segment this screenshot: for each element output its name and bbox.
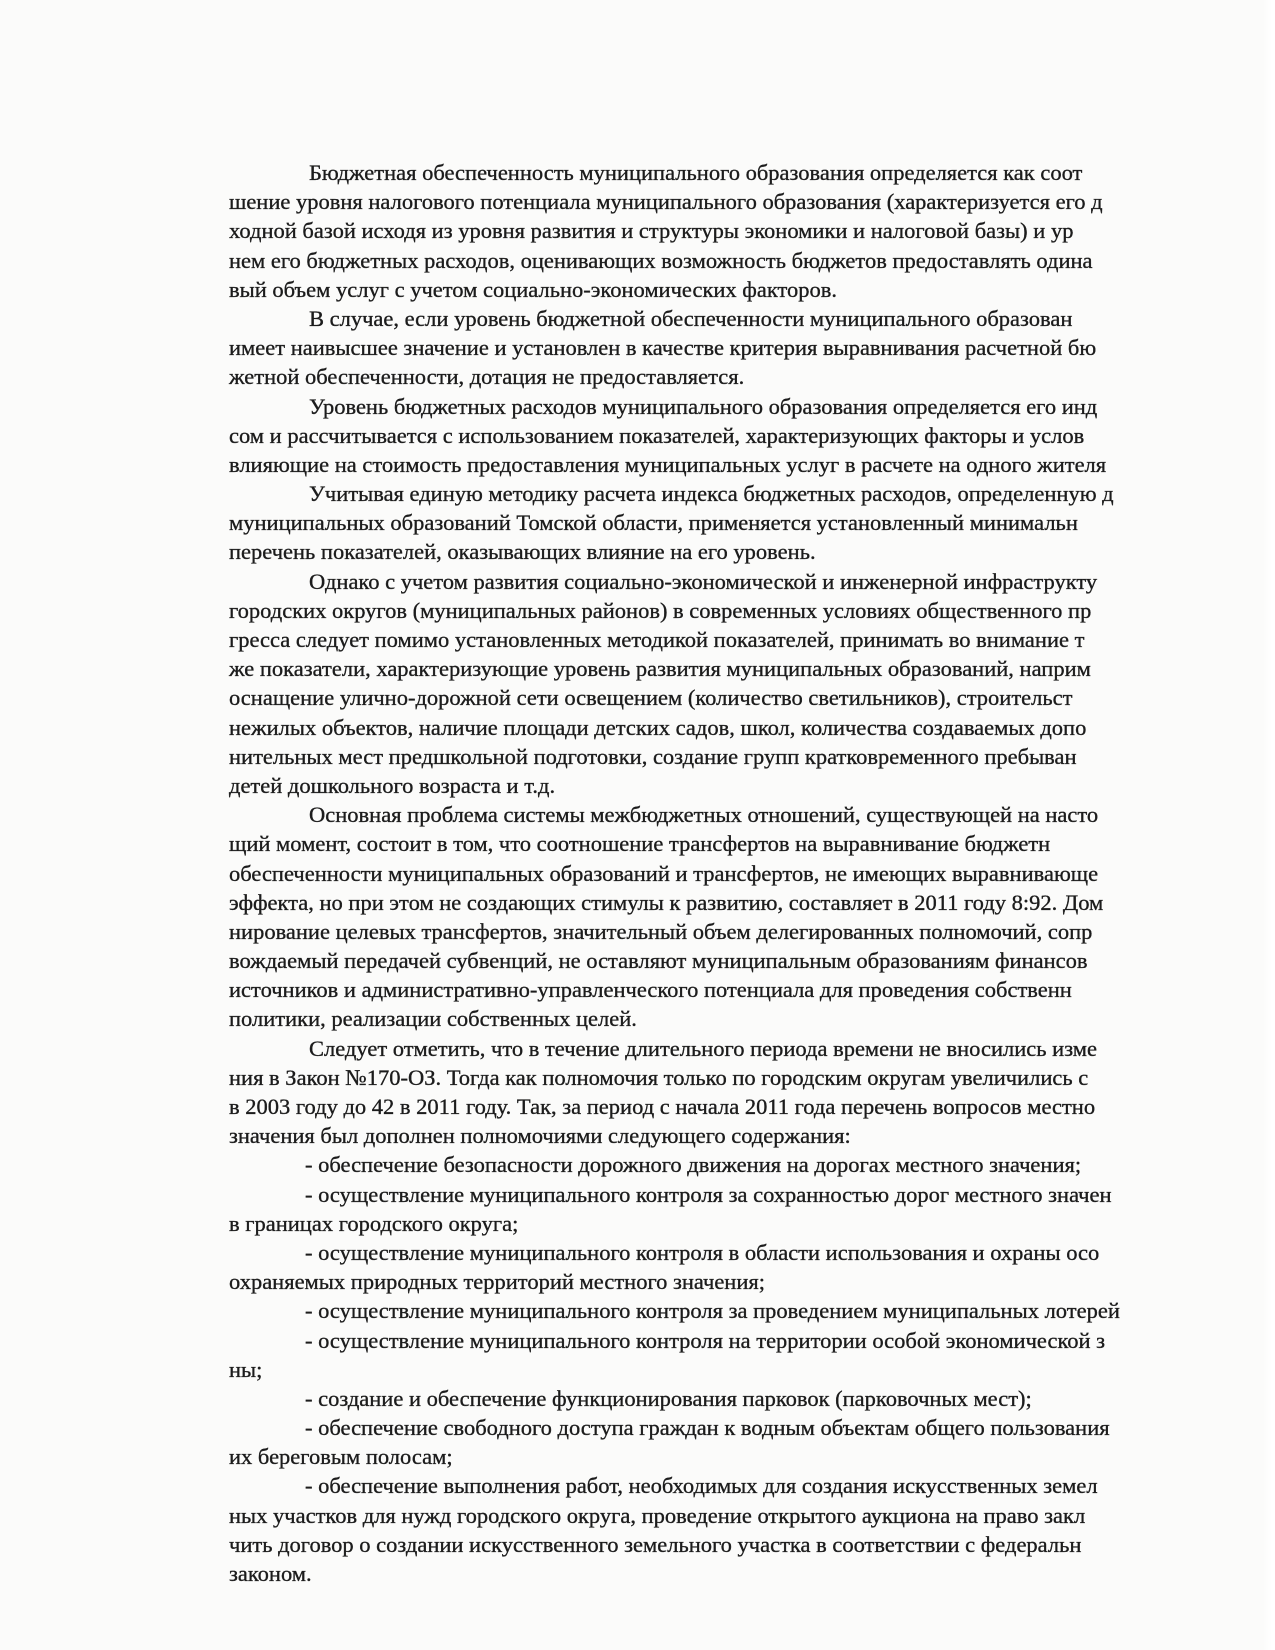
text-line: нирование целевых трансфертов, значительный объем делегированных полномочий, сопр (229, 918, 1093, 944)
text-line: Уровень бюджетных расходов муниципального образования определяется его инд (309, 393, 1098, 419)
text-line: перечень показателей, оказывающих влияние на его уровень. (229, 539, 816, 565)
text-line: жетной обеспеченности, дотация не предоставляется. (229, 364, 745, 390)
text-line: значения был дополнен полномочиями следующего содержания: (229, 1123, 851, 1149)
text-line: ния в Закон №170-ОЗ. Тогда как полномочия только по городским округам увеличились с (229, 1064, 1089, 1090)
text-line: сом и рассчитывается с использованием показателей, характеризующих факторы и услов (229, 422, 1085, 448)
text-line: охраняемых природных территорий местного значения; (229, 1269, 765, 1295)
text-line: источников и административно-управленческого потенциала для проведения собственн (229, 977, 1072, 1003)
text-line: ны; (229, 1356, 263, 1382)
text-line: вождаемый передачей субвенций, не оставляют муниципальным образованиям финансов (229, 948, 1088, 974)
scan-edge (1263, 0, 1275, 1650)
text-line: их береговым полосам; (229, 1444, 453, 1470)
list-item-line: - обеспечение свободного доступа граждан к водным объектам общего пользования (305, 1415, 1110, 1441)
text-line: щий момент, состоит в том, что соотношение трансфертов на выравнивание бюджетн (229, 831, 1051, 857)
text-line: Основная проблема системы межбюджетных отношений, существующей на насто (309, 802, 1099, 828)
text-line: Однако с учетом развития социально-экономической и инженерной инфраструкту (309, 568, 1098, 594)
text-line: политики, реализации собственных целей. (229, 1006, 637, 1032)
text-line: Бюджетная обеспеченность муниципального образования определяется как соот (309, 160, 1083, 185)
text-line: Следует отметить, что в течение длительного периода времени не вносились изме (309, 1035, 1097, 1061)
text-line: городских округов (муниципальных районов) в современных условиях общественного пр (229, 597, 1092, 623)
text-line: обеспеченности муниципальных образований и трансфертов, не имеющих выравнивающе (229, 860, 1099, 886)
text-line: нем его бюджетных расходов, оценивающих возможность бюджетов предоставлять одина (229, 247, 1093, 273)
list-item-line: - осуществление муниципального контроля за проведением муниципальных лотерей (305, 1298, 1120, 1324)
text-line: гресса следует помимо установленных методикой показателей, принимать во внимание т (229, 627, 1085, 652)
text-line: имеет наивысшее значение и установлен в качестве критерия выравнивания расчетной бю (229, 335, 1097, 361)
list-item-line: - обеспечение безопасности дорожного движения на дорогах местного значения; (305, 1152, 1082, 1178)
document-body-text (229, 158, 1275, 1588)
list-item-line: - осуществление муниципального контроля в области использования и охраны осо (305, 1239, 1100, 1265)
text-line: влияющие на стоимость предоставления муниципальных услуг в расчете на одного жителя (229, 451, 1107, 477)
text-line: ных участков для нужд городского округа, проведение открытого аукциона на право закл (229, 1502, 1086, 1528)
text-line: Учитывая единую методику расчета индекса бюджетных расходов, определенную д (309, 481, 1114, 507)
text-line: оснащение улично-дорожной сети освещением (количество светильников), строительст (229, 685, 1073, 711)
text-line: в 2003 году до 42 в 2011 году. Так, за период с начала 2011 года перечень вопросов местно (229, 1094, 1096, 1119)
text-line: нежилых объектов, наличие площади детских садов, школ, количества создаваемых допо (229, 714, 1087, 740)
list-item-line: - осуществление муниципального контроля на территории особой экономической з (305, 1327, 1106, 1353)
text-line: ходной базой исходя из уровня развития и структуры экономики и налоговой базы) и ур (229, 218, 1074, 244)
list-item-line: - осуществление муниципального контроля за сохранностью дорог местного значен (305, 1181, 1112, 1207)
text-line: законом. (229, 1561, 312, 1586)
text-line: муниципальных образований Томской области, применяется установленный минимальн (229, 510, 1078, 536)
text-line: чить договор о создании искусственного земельного участка в соответствии с федеральн (229, 1531, 1082, 1557)
text-line: в границах городского округа; (229, 1210, 519, 1236)
text-line: эффекта, но при этом не создающих стимулы к развитию, составляет в 2011 году 8:92. Дом (229, 889, 1104, 915)
list-item-line: - обеспечение выполнения работ, необходимых для создания искусственных земел (305, 1473, 1098, 1499)
text-line: В случае, если уровень бюджетной обеспеченности муниципального образован (309, 305, 1073, 331)
text-line: шение уровня налогового потенциала муниципального образования (характеризуется его д (229, 189, 1103, 215)
list-item-line: - создание и обеспечение функционирования парковок (парковочных мест); (305, 1385, 1032, 1411)
text-line: нительных мест предшкольной подготовки, создание групп кратковременного пребыван (229, 743, 1077, 769)
text-line: вый объем услуг с учетом социально-экономических факторов. (229, 276, 838, 302)
text-line: же показатели, характеризующие уровень развития муниципальных образований, наприм (229, 656, 1091, 682)
text-line: детей дошкольного возраста и т.д. (229, 772, 556, 798)
